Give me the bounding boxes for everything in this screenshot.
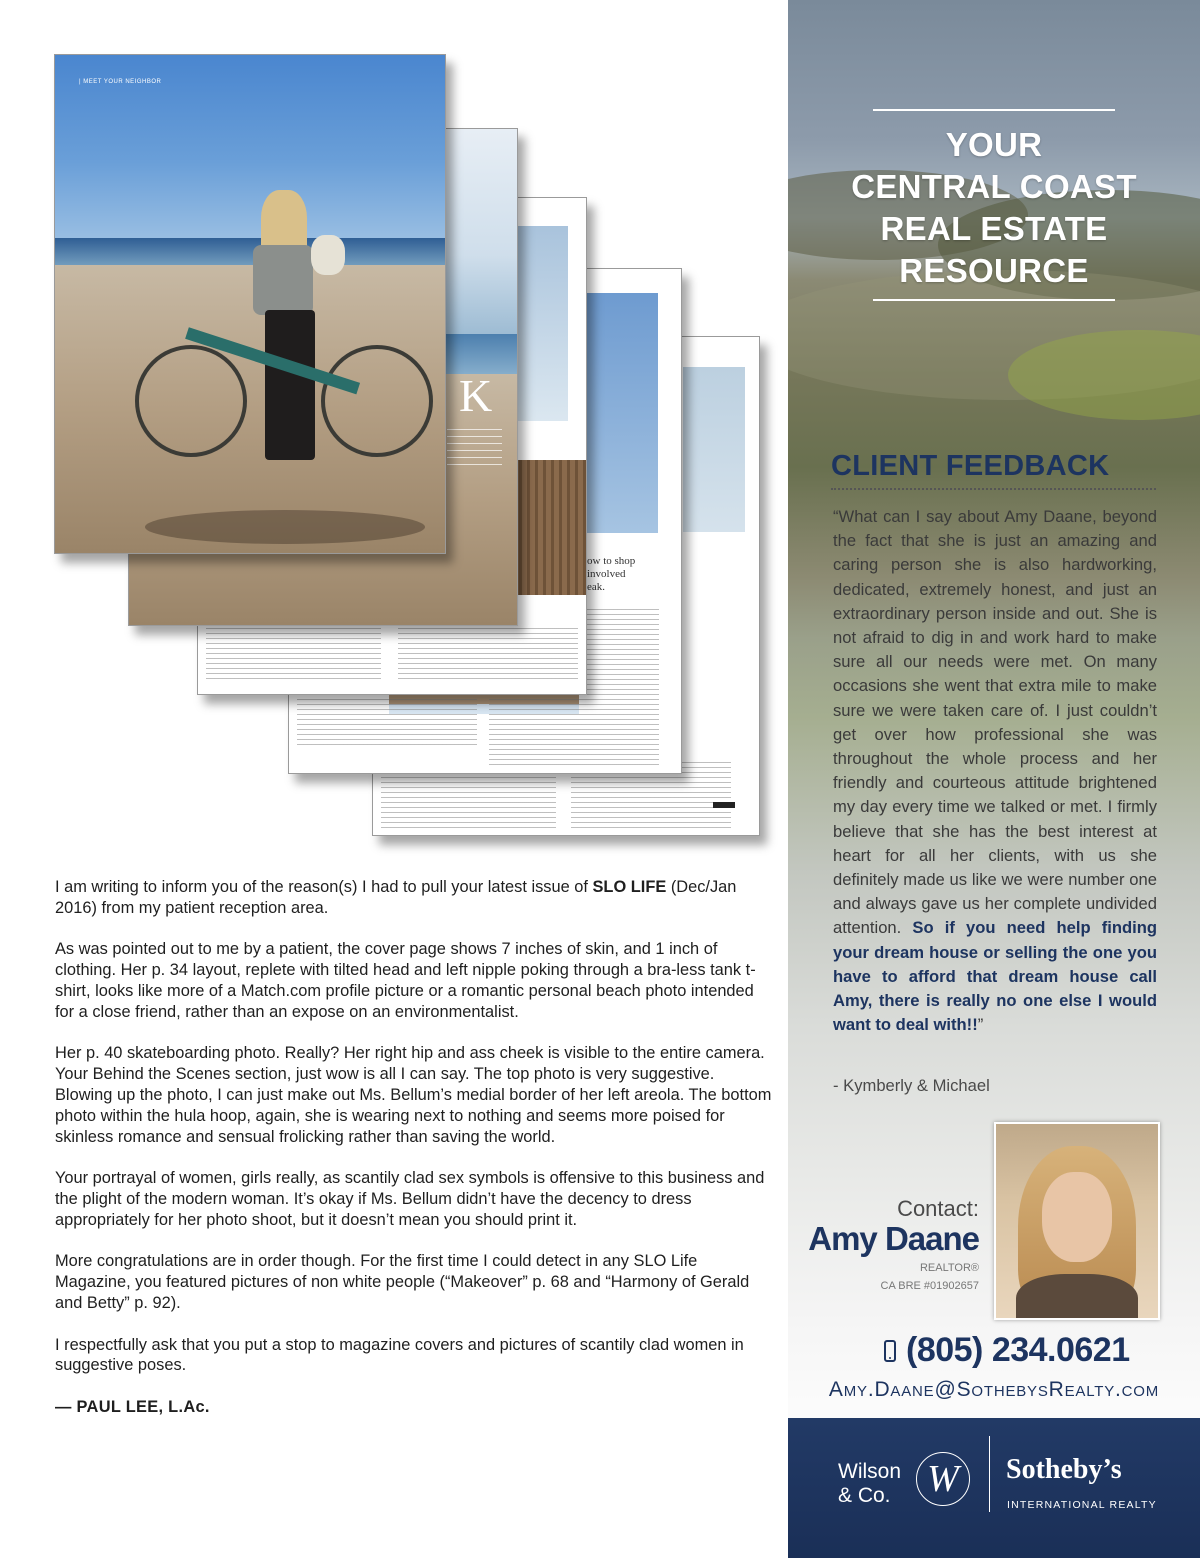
- wilson-co-logo: Wilson & Co.: [838, 1460, 902, 1507]
- magazine-page-4: ow to shop involved eak.: [288, 268, 682, 774]
- brand-divider: [989, 1436, 990, 1512]
- dotted-divider: [831, 488, 1156, 490]
- client-feedback-heading: CLIENT FEEDBACK: [831, 450, 1110, 482]
- agent-email[interactable]: Amy.Daane@SothebysRealty.com: [828, 1378, 1160, 1401]
- letter-body: [55, 877, 775, 1439]
- hero-title: YOUR CENTRAL COAST REAL ESTATE RESOURCE: [851, 126, 1137, 289]
- agent-title: REALTOR®: [919, 1262, 979, 1274]
- letter-signature: — PAUL LEE, L.Ac.: [55, 1397, 210, 1416]
- letter-paragraph-5: More congratulations are in order though. For the first time I could detect in any SLO Life Magazine, you featured pictures of non white people (“Makeover” p. 68 and “Harmony of Gerald and Betty” p. 92).: [55, 1252, 750, 1312]
- agent-license: CA BRE #01902657: [880, 1280, 979, 1292]
- realtor-ad: [788, 0, 1200, 1558]
- contact-label: Contact:: [897, 1196, 979, 1221]
- letter-paragraph-6: I respectfully ask that you put a stop to magazine covers and pictures of scantily clad women in suggestive poses.: [55, 1335, 744, 1375]
- hero-rule-top: [873, 109, 1115, 111]
- agent-name: Amy Daane: [808, 1220, 979, 1257]
- sothebys-logo: Sotheby’s: [1006, 1454, 1122, 1485]
- letter-paragraph-1: I am writing to inform you of the reason(s) I had to pull your latest issue of SLO LIFE (Dec/Jan 2016) from my patient reception area.: [55, 878, 737, 917]
- sothebys-subtitle: INTERNATIONAL REALTY: [1007, 1499, 1157, 1511]
- testimonial-quote: “What can I say about Amy Daane, beyond the fact that she is just an amazing and caring person she is also hardworking, dedicated, extremely honest, and just an extraordinary person inside and out. She is not afraid to dig in and work hard to make sure all our needs were met. On many occasions she went that extra mile to make sure we were taken care of. I just couldn’t get over how professional she was throughout the whole process and her friendly and courteous attitude brightened my day every time we talked or met. I firmly believe that she has the best interest at heart for all her clients, with us she definitely made us like we were number one and always gave us her complete undivided attention. So if you need help finding your dream house or selling the one you have to afford that dream house call Amy, there is really no one else I would want to deal with!!”: [833, 507, 1157, 1035]
- letter-paragraph-3: Her p. 40 skateboarding photo. Really? Her right hip and ass cheek is visible to the entire camera. Your Behind the Scenes section, just wow is all I can say. The top photo is very suggestive. Blowing up the photo, I can just make out Ms. Bellum’s medial border of her left areola. The bottom photo within the hula hoop, again, she is wearing next to nothing and seems more poised for skinless romance and sensual frolicking rather than saving the world.: [55, 1044, 772, 1146]
- wilson-monogram-icon: W: [916, 1452, 970, 1506]
- agent-phone[interactable]: (805) 234.0621: [906, 1331, 1130, 1369]
- magazine-kicker: | MEET YOUR NEIGHBOR: [79, 79, 162, 85]
- magazine-headline-fragment: K: [459, 370, 493, 421]
- testimonial-author: - Kymberly & Michael: [833, 1076, 990, 1095]
- magazine-spread-image: [0, 0, 790, 860]
- letter-paragraph-2: As was pointed out to me by a patient, the cover page shows 7 inches of skin, and 1 inch of clothing. Her p. 34 layout, replete with tilted head and left nipple poking through a bra-less tank t-shirt, looks like more of a Match.com profile picture or a romantic personal beach photo intended for a close friend, rather than an expose on an environmentalist.: [55, 940, 756, 1021]
- agent-portrait: [994, 1122, 1160, 1320]
- magazine-cover-page: [54, 54, 446, 554]
- letter-paragraph-4: Your portrayal of women, girls really, as scantily clad sex symbols is offensive to this business and the plight of the modern woman. It’s okay if Ms. Bellum didn’t have the decency to dress appropriately for her photo shoot, but it doesn’t mean you should print it.: [55, 1169, 765, 1229]
- hero-rule-bottom: [873, 299, 1115, 301]
- magazine-title: SLO LIFE: [592, 878, 667, 896]
